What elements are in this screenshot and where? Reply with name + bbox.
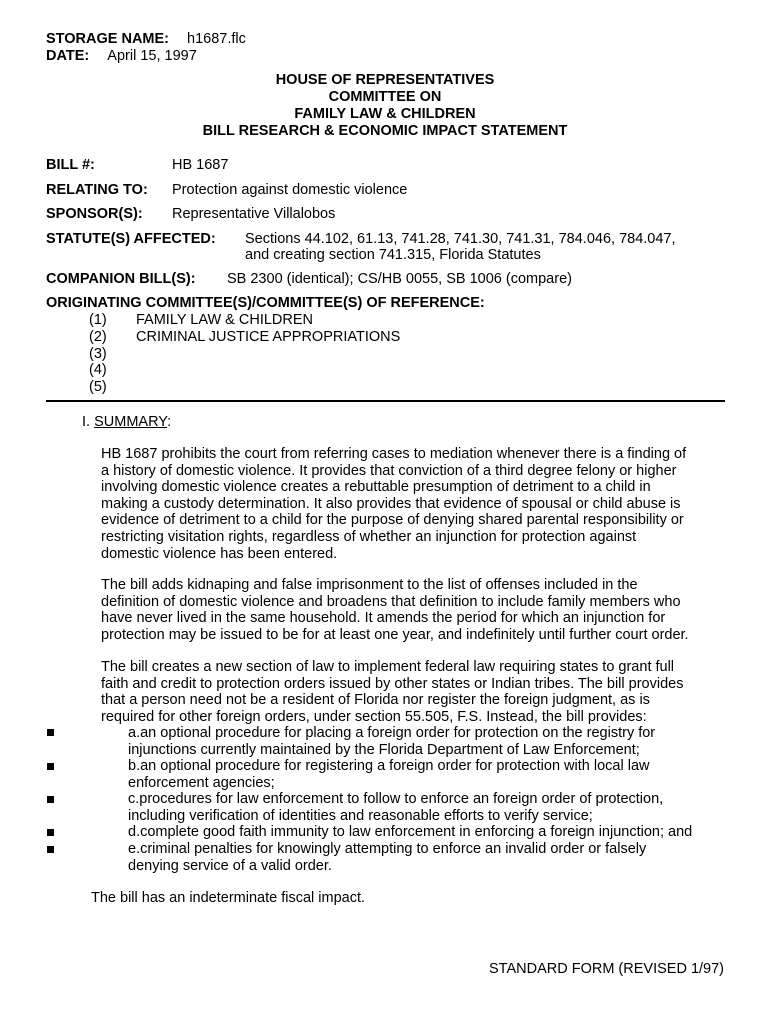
statutes-row: STATUTE(S) AFFECTED:	[46, 231, 216, 247]
summary-paragraph-3: The bill creates a new section of law to implement federal law requiring states to grant full faith and credit to protection orders issued by other states or Indian tribes. The bill provides that a person need not be a resident of Florida nor register the foreign judgment, as is required for other foreign orders, under section 55.505, F.S. Instead, the bill provides:	[101, 659, 684, 725]
statutes-value-1: Sections 44.102, 61.13, 741.28, 741.30, 741.31, 784.046, 784.047,	[245, 231, 676, 247]
storage-value: h1687.flc	[187, 31, 246, 47]
companion-value: SB 2300 (identical); CS/HB 0055, SB 1006 (compare)	[227, 271, 572, 287]
relating-value: Protection against domestic violence	[172, 182, 408, 198]
horizontal-rule	[46, 400, 725, 402]
committee-num-4: (4)	[89, 362, 107, 378]
date-label: DATE	[46, 48, 85, 64]
companion-label: COMPANION BILL(S)	[46, 271, 191, 287]
summary-paragraph-1: HB 1687 prohibits the court from referring cases to mediation whenever there is a finding of a history of domestic violence. It provides that conviction of a third degree felony or higher involving domestic violence creates a rebuttable presumption of detriment to a child in making a custody determination. It also provides that evidence of spousal or child abuse is evidence of detriment to a child for the purpose of denying shared parental responsibility or restricting visitation rights, regardless of whether an injunction for protection against domestic violence has been entered.	[101, 446, 687, 562]
bill-value: HB 1687	[172, 157, 229, 173]
provision-c: c.procedures for law enforcement to follow to enforce an foreign order of protection, including verification of identities and reasonable efforts to verify service;	[128, 791, 664, 824]
bullet-icon	[47, 846, 54, 853]
title-house: HOUSE OF REPRESENTATIVES	[275, 72, 495, 88]
storage-line: STORAGE NAME: h1687.flc	[46, 31, 246, 47]
companion-row: COMPANION BILL(S):	[46, 271, 196, 287]
summary-heading: I. SUMMARY:	[82, 414, 172, 430]
footer-form-label: STANDARD FORM (REVISED 1/97)	[489, 961, 724, 977]
fiscal-impact: The bill has an indeterminate fiscal impact.	[91, 890, 366, 906]
committee-num-2: (2)	[89, 329, 107, 345]
sponsor-row: SPONSOR(S):	[46, 206, 143, 222]
relating-row: RELATING TO:	[46, 182, 148, 198]
storage-label: STORAGE NAME	[46, 31, 165, 47]
sponsor-value: Representative Villalobos	[172, 206, 336, 222]
summary-title: SUMMARY	[94, 414, 168, 430]
provision-a: a.an optional procedure for placing a foreign order for protection on the registry for injunctions currently maintained by the Florida Department of Law Enforcement;	[128, 725, 656, 758]
bill-label: BILL #	[46, 157, 91, 173]
bullet-icon	[47, 796, 54, 803]
provision-b: b.an optional procedure for registering a foreign order for protection with local law enforcement agencies;	[128, 758, 650, 791]
bill-number-row: BILL #:	[46, 157, 95, 173]
provision-e: e.criminal penalties for knowingly attempting to enforce an invalid order or falsely denying service of a valid order.	[128, 841, 647, 874]
committees-heading: ORIGINATING COMMITTEE(S)/COMMITTEE(S) OF REFERENCE:	[46, 295, 485, 311]
bullet-icon	[47, 829, 54, 836]
bullet-icon	[47, 763, 54, 770]
statutes-value-2: and creating section 741.315, Florida Statutes	[245, 247, 541, 263]
committee-name-2: CRIMINAL JUSTICE APPROPRIATIONS	[136, 329, 401, 345]
title-family-law: FAMILY LAW & CHILDREN	[294, 106, 476, 122]
summary-paragraph-2: The bill adds kidnaping and false imprisonment to the list of offenses included in the definition of domestic violence and broadens that definition to include family members who have never lived in the same household. It amends the period for which an injunction for protection may be issued to be for at least one year, and indefinitely until further court order.	[101, 577, 689, 643]
provision-d: d.complete good faith immunity to law enforcement in enforcing a foreign injunction; and	[128, 824, 693, 840]
title-committee: COMMITTEE ON	[328, 89, 442, 105]
statutes-label: STATUTE(S) AFFECTED	[46, 231, 211, 247]
committee-num-1: (1)	[89, 312, 107, 328]
committee-num-3: (3)	[89, 346, 107, 362]
bullet-icon	[47, 729, 54, 736]
sponsor-label: SPONSOR(S)	[46, 206, 138, 222]
date-value: April 15, 1997	[107, 48, 197, 64]
date-line: DATE: April 15, 1997	[46, 48, 197, 64]
summary-number: I.	[82, 414, 91, 430]
title-bill-research: BILL RESEARCH & ECONOMIC IMPACT STATEMENT	[202, 123, 568, 139]
relating-label: RELATING TO	[46, 182, 143, 198]
committee-num-5: (5)	[89, 379, 107, 395]
committee-name-1: FAMILY LAW & CHILDREN	[136, 312, 313, 328]
